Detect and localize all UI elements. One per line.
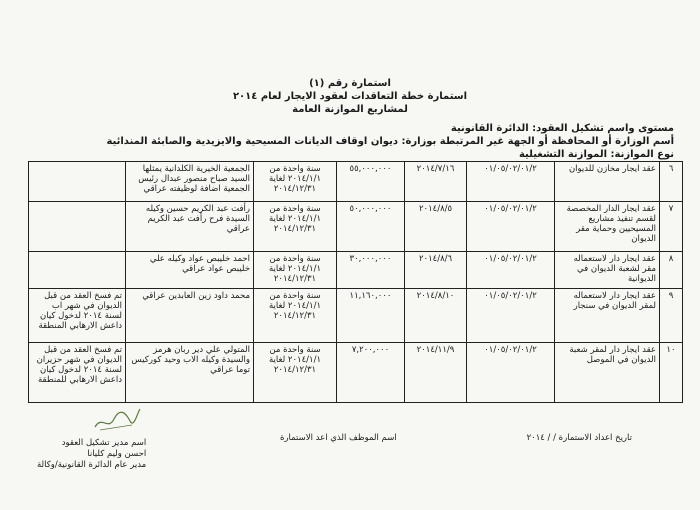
contract-duration: سنة واحدة من ٢٠١٤/١/١ لغاية ٢٠١٤/١٢/٣١ <box>254 289 337 343</box>
form-number: استمارة رقم (١) <box>309 78 391 89</box>
table-row <box>29 289 683 343</box>
table-row <box>29 343 683 403</box>
contract-party: المتولي علي دير ربان هرمز والسيدة وكيله الاب وحيد كوركيس توما عراقي <box>126 343 254 403</box>
preparation-date: تاريخ اعداد الاستمارة / / ٢٠١٤ <box>526 433 632 443</box>
contract-code: ٠١/٠٥/٠٢/٠١/٢ <box>467 202 555 252</box>
contract-date: ٢٠١٤/٧/١٦ <box>405 162 467 202</box>
contract-notes: تم فسخ العقد من قبل الديوان في شهر حزيران لسنة ٢٠١٤ لدخول كيان داعش الارهابي للمنطقة <box>29 343 126 403</box>
contract-subject: عقد ايجار دار لاستعماله مقر لشعبة الديوان في الديوانية <box>555 252 660 289</box>
contract-subject: عقد ايجار الدار المخصصة لقسم تنفيذ مشاريع المسيحيين وحماية مقر الديوان <box>555 202 660 252</box>
contract-date: ٢٠١٤/٨/٦ <box>405 252 467 289</box>
contract-code: ٠١/٠٥/٠٢/٠١/٢ <box>467 252 555 289</box>
contract-notes <box>29 162 126 202</box>
contract-duration: سنة واحدة من ٢٠١٤/١/١ لغاية ٢٠١٤/١٢/٣١ <box>254 343 337 403</box>
budget-type: نوع الموازنة: الموازنة التشغيلية <box>518 149 674 160</box>
contract-subject: عقد ايجار دار لاستعماله لمقر الديوان في سنجار <box>555 289 660 343</box>
contract-notes <box>29 202 126 252</box>
contract-date: ٢٠١٤/٨/٥ <box>405 202 467 252</box>
contract-amount: ١١,١٦٠,٠٠٠ <box>337 289 405 343</box>
table-row <box>29 202 683 252</box>
table-row <box>29 162 683 202</box>
manager-name: احسن وليم كليانا <box>87 449 147 459</box>
preparer-name-label: اسم الموظف الذي اعد الاستمارة <box>280 433 397 443</box>
table-row <box>29 252 683 289</box>
contract-amount: ٥٥,٠٠٠,٠٠٠ <box>337 162 405 202</box>
row-number: ٨ <box>660 252 683 289</box>
contracts-level: مستوى واسم تشكيل العقود: الدائرة القانونية <box>450 123 674 134</box>
contract-amount: ٥٠,٠٠٠,٠٠٠ <box>337 202 405 252</box>
manager-position: مدير عام الدائرة القانونية/وكالة <box>37 460 147 470</box>
contract-code: ٠١/٠٥/٠٢/٠١/٢ <box>467 289 555 343</box>
contract-duration: سنة واحدة من ٢٠١٤/١/١ لغاية ٢٠١٤/١٢/٣١ <box>254 252 337 289</box>
contract-party: محمد داود زين العابدين عراقي <box>126 289 254 343</box>
contract-subject: عقد ايجار دار لمقر شعبة الديوان في الموصل <box>555 343 660 403</box>
form-title: استمارة خطة التعاقدات لعقود الايجار لعام ٢٠١٤ <box>232 91 468 102</box>
contract-notes <box>29 252 126 289</box>
row-number: ٦ <box>660 162 683 202</box>
row-number: ١٠ <box>660 343 683 403</box>
manager-title: اسم مدير تشكيل العقود <box>61 438 147 448</box>
manager-block <box>37 438 146 471</box>
handwritten-signature <box>92 405 142 433</box>
contract-code: ٠١/٠٥/٠٢/٠١/٢ <box>467 343 555 403</box>
contract-date: ٢٠١٤/١١/٩ <box>405 343 467 403</box>
contract-subject: عقد ايجار مخازن للديوان <box>555 162 660 202</box>
row-number: ٩ <box>660 289 683 343</box>
contracts-table <box>28 161 683 403</box>
contract-code: ٠١/٠٥/٠٢/٠١/٢ <box>467 162 555 202</box>
contract-duration: سنة واحدة من ٢٠١٤/١/١ لغاية ٢٠١٤/١٢/٣١ <box>254 202 337 252</box>
contract-party: الجمعية الخيرية الكلدانية يمثلها السيد صباح منصور عبدال رئيس الجمعية اضافة لوظيفته عراقي <box>126 162 254 202</box>
contract-amount: ٣٠,٠٠٠,٠٠٠ <box>337 252 405 289</box>
contract-amount: ٧,٢٠٠,٠٠٠ <box>337 343 405 403</box>
contract-party: رأفت عبد الكريم حسين وكيله السيدة فرح رأفت عبد الكريم عراقي <box>126 202 254 252</box>
form-subtitle: لمشاريع الموازنة العامة <box>292 104 408 115</box>
contract-duration: سنة واحدة من ٢٠١٤/١/١ لغاية ٢٠١٤/١٢/٣١ <box>254 162 337 202</box>
ministry-name: أسم الوزارة أو المحافظة أو الجهة غير المرتبطة بوزارة: ديوان اوقاف الديانات المسيحية والايزيدية والصابئة المندائية <box>106 136 674 147</box>
row-number: ٧ <box>660 202 683 252</box>
contract-notes: تم فسخ العقد من قبل الديوان في شهر اب لسنة ٢٠١٤ لدخول كيان داعش الارهابي المنطقة <box>29 289 126 343</box>
contract-date: ٢٠١٤/٨/١٠ <box>405 289 467 343</box>
contract-party: احمد خليبص عواد وكيله علي خليبص عواد عراقي <box>126 252 254 289</box>
